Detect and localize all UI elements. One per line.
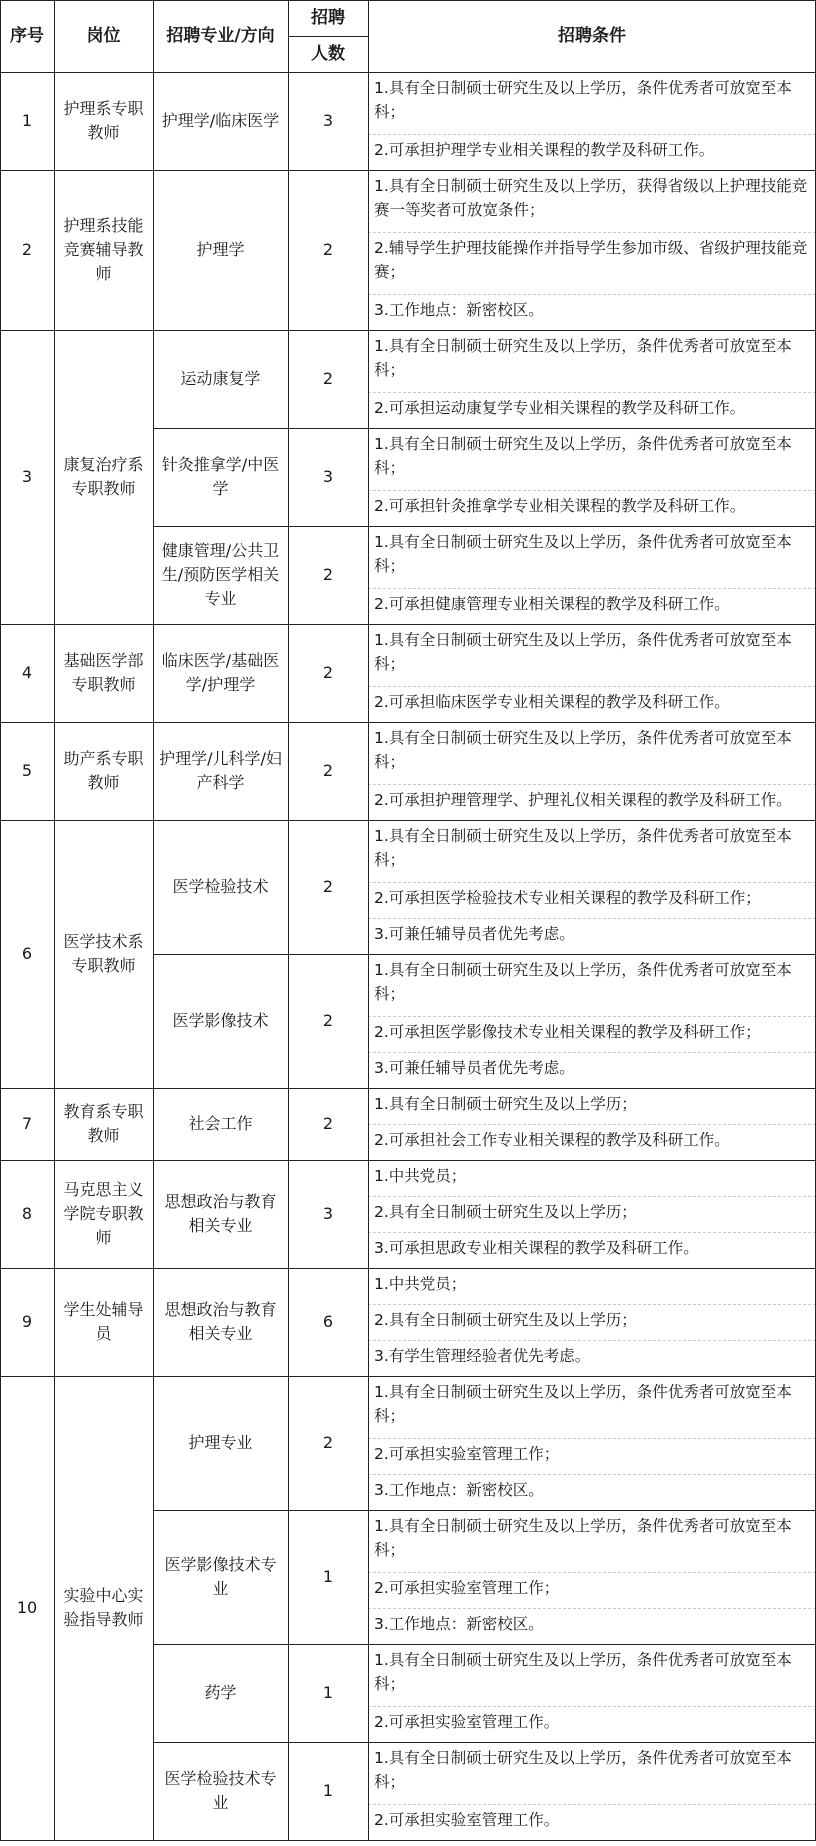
header-position: 岗位	[86, 26, 121, 46]
header-no: 序号	[10, 26, 44, 46]
condition-text: 2.可承担临床医学专业相关课程的教学及科研工作。	[374, 693, 730, 711]
condition-text: 2.可承担实验室管理工作；	[374, 1579, 560, 1597]
condition-text: 2.可承担实验室管理工作。	[374, 1713, 560, 1731]
condition-text: 2.可承担健康管理专业相关课程的教学及科研工作。	[374, 595, 730, 613]
row-number: 4	[21, 663, 33, 682]
hiring-count: 2	[322, 877, 334, 896]
condition-text: 1.中共党员；	[374, 1167, 467, 1185]
condition-text: 2.可承担实验室管理工作。	[374, 1811, 560, 1829]
position-name: 康复治疗系专职教师	[63, 455, 144, 498]
condition-text: 1.具有全日制硕士研究生及以上学历，条件优秀者可放宽至本科；	[374, 435, 792, 477]
row-number: 1	[21, 111, 33, 130]
position-name: 实验中心实验指导教师	[63, 1586, 144, 1629]
hiring-count: 1	[322, 1781, 334, 1800]
hiring-count: 2	[322, 565, 334, 584]
column-border	[815, 0, 816, 1840]
column-border	[54, 0, 55, 1840]
condition-text: 3.工作地点：新密校区。	[374, 1615, 544, 1633]
header-count-divider	[288, 36, 368, 37]
condition-text: 1.具有全日制硕士研究生及以上学历，条件优秀者可放宽至本科；	[374, 827, 792, 869]
condition-text: 1.具有全日制硕士研究生及以上学历；	[374, 1095, 637, 1113]
row-border	[0, 1840, 816, 1841]
condition-text: 2.辅导学生护理技能操作并指导学生参加市级、省级护理技能竞赛；	[374, 239, 808, 281]
header-count-line2: 人数	[311, 44, 345, 64]
column-border	[368, 0, 369, 1840]
major-direction: 思想政治与教育相关专业	[164, 1192, 277, 1235]
condition-text: 3.工作地点：新密校区。	[374, 301, 544, 319]
major-direction: 社会工作	[188, 1114, 253, 1133]
major-direction: 药学	[204, 1683, 237, 1702]
position-name: 学生处辅导员	[63, 1300, 144, 1343]
major-direction: 运动康复学	[180, 369, 261, 388]
condition-text: 3.可兼任辅导员者优先考虑。	[374, 925, 575, 943]
condition-text: 2.可承担社会工作专业相关课程的教学及科研工作。	[374, 1131, 730, 1149]
major-direction: 医学影像技术	[172, 1011, 269, 1030]
row-number: 7	[21, 1114, 33, 1133]
condition-text: 2.可承担护理管理学、护理礼仪相关课程的教学及科研工作。	[374, 791, 792, 809]
major-direction: 健康管理/公共卫生/预防医学相关专业	[161, 541, 280, 608]
major-direction: 护理学/儿科学/妇产科学	[159, 749, 282, 792]
header-count-line1: 招聘	[311, 8, 345, 28]
position-name: 教育系专职教师	[63, 1102, 144, 1145]
major-direction: 护理专业	[188, 1433, 253, 1452]
condition-text: 2.可承担针灸推拿学专业相关课程的教学及科研工作。	[374, 497, 746, 515]
position-name: 马克思主义学院专职教师	[63, 1180, 144, 1247]
condition-text: 1.具有全日制硕士研究生及以上学历，条件优秀者可放宽至本科；	[374, 533, 792, 575]
major-direction: 护理学	[196, 240, 245, 259]
hiring-count: 2	[322, 663, 334, 682]
condition-text: 3.可兼任辅导员者优先考虑。	[374, 1059, 575, 1077]
row-number: 3	[21, 467, 33, 486]
hiring-count: 2	[322, 1114, 334, 1133]
hiring-count: 3	[322, 1204, 334, 1223]
row-number: 2	[21, 240, 33, 259]
row-number: 9	[21, 1312, 33, 1331]
condition-text: 1.具有全日制硕士研究生及以上学历，条件优秀者可放宽至本科；	[374, 79, 792, 121]
hiring-count: 2	[322, 761, 334, 780]
hiring-count: 1	[322, 1683, 334, 1702]
major-direction: 护理学/临床医学	[161, 111, 280, 130]
hiring-count: 3	[322, 111, 334, 130]
hiring-count: 2	[322, 240, 334, 259]
hiring-count: 2	[322, 369, 334, 388]
position-name: 护理系专职教师	[63, 99, 144, 142]
major-direction: 医学影像技术专业	[164, 1555, 277, 1598]
condition-text: 2.可承担医学检验技术专业相关课程的教学及科研工作；	[374, 889, 761, 907]
condition-text: 2.可承担实验室管理工作；	[374, 1445, 560, 1463]
row-number: 10	[16, 1598, 38, 1617]
condition-text: 2.可承担护理学专业相关课程的教学及科研工作。	[374, 141, 715, 159]
major-direction: 临床医学/基础医学/护理学	[161, 651, 280, 694]
condition-text: 2.具有全日制硕士研究生及以上学历；	[374, 1311, 637, 1329]
hiring-count: 3	[322, 467, 334, 486]
condition-text: 2.可承担运动康复学专业相关课程的教学及科研工作。	[374, 399, 746, 417]
major-direction: 针灸推拿学/中医学	[161, 455, 280, 498]
condition-text: 1.具有全日制硕士研究生及以上学历，条件优秀者可放宽至本科；	[374, 631, 792, 673]
header-major: 招聘专业/方向	[166, 26, 275, 46]
header-conditions: 招聘条件	[558, 26, 626, 46]
position-name: 基础医学部专职教师	[63, 651, 144, 694]
condition-text: 3.有学生管理经验者优先考虑。	[374, 1347, 591, 1365]
row-number: 8	[21, 1204, 33, 1223]
column-border	[288, 0, 289, 1840]
row-number: 5	[21, 761, 33, 780]
hiring-count: 2	[322, 1433, 334, 1452]
condition-text: 1.中共党员；	[374, 1275, 467, 1293]
condition-text: 1.具有全日制硕士研究生及以上学历，条件优秀者可放宽至本科；	[374, 1383, 792, 1425]
position-name: 助产系专职教师	[63, 749, 144, 792]
condition-text: 1.具有全日制硕士研究生及以上学历，条件优秀者可放宽至本科；	[374, 337, 792, 379]
position-name: 医学技术系专职教师	[63, 932, 144, 975]
condition-text: 3.可承担思政专业相关课程的教学及科研工作。	[374, 1239, 699, 1257]
major-direction: 思想政治与教育相关专业	[164, 1300, 277, 1343]
hiring-count: 1	[322, 1567, 334, 1586]
hiring-count: 2	[322, 1011, 334, 1030]
condition-text: 1.具有全日制硕士研究生及以上学历，条件优秀者可放宽至本科；	[374, 1651, 792, 1693]
major-direction: 医学检验技术	[172, 877, 269, 896]
position-name: 护理系技能竞赛辅导教师	[63, 216, 144, 283]
condition-text: 1.具有全日制硕士研究生及以上学历，条件优秀者可放宽至本科；	[374, 1749, 792, 1791]
condition-text: 1.具有全日制硕士研究生及以上学历，条件优秀者可放宽至本科；	[374, 729, 792, 771]
table-top-border	[0, 0, 816, 1]
major-direction: 医学检验技术专业	[164, 1769, 277, 1812]
row-number: 6	[21, 944, 33, 963]
hiring-count: 6	[322, 1312, 334, 1331]
condition-text: 1.具有全日制硕士研究生及以上学历，获得省级以上护理技能竞赛一等奖者可放宽条件；	[374, 177, 808, 219]
column-border	[153, 0, 154, 1840]
condition-text: 2.具有全日制硕士研究生及以上学历；	[374, 1203, 637, 1221]
column-border	[0, 0, 1, 1840]
condition-text: 1.具有全日制硕士研究生及以上学历，条件优秀者可放宽至本科；	[374, 1517, 792, 1559]
condition-text: 1.具有全日制硕士研究生及以上学历，条件优秀者可放宽至本科；	[374, 961, 792, 1003]
condition-text: 3.工作地点：新密校区。	[374, 1481, 544, 1499]
condition-text: 2.可承担医学影像技术专业相关课程的教学及科研工作；	[374, 1023, 761, 1041]
